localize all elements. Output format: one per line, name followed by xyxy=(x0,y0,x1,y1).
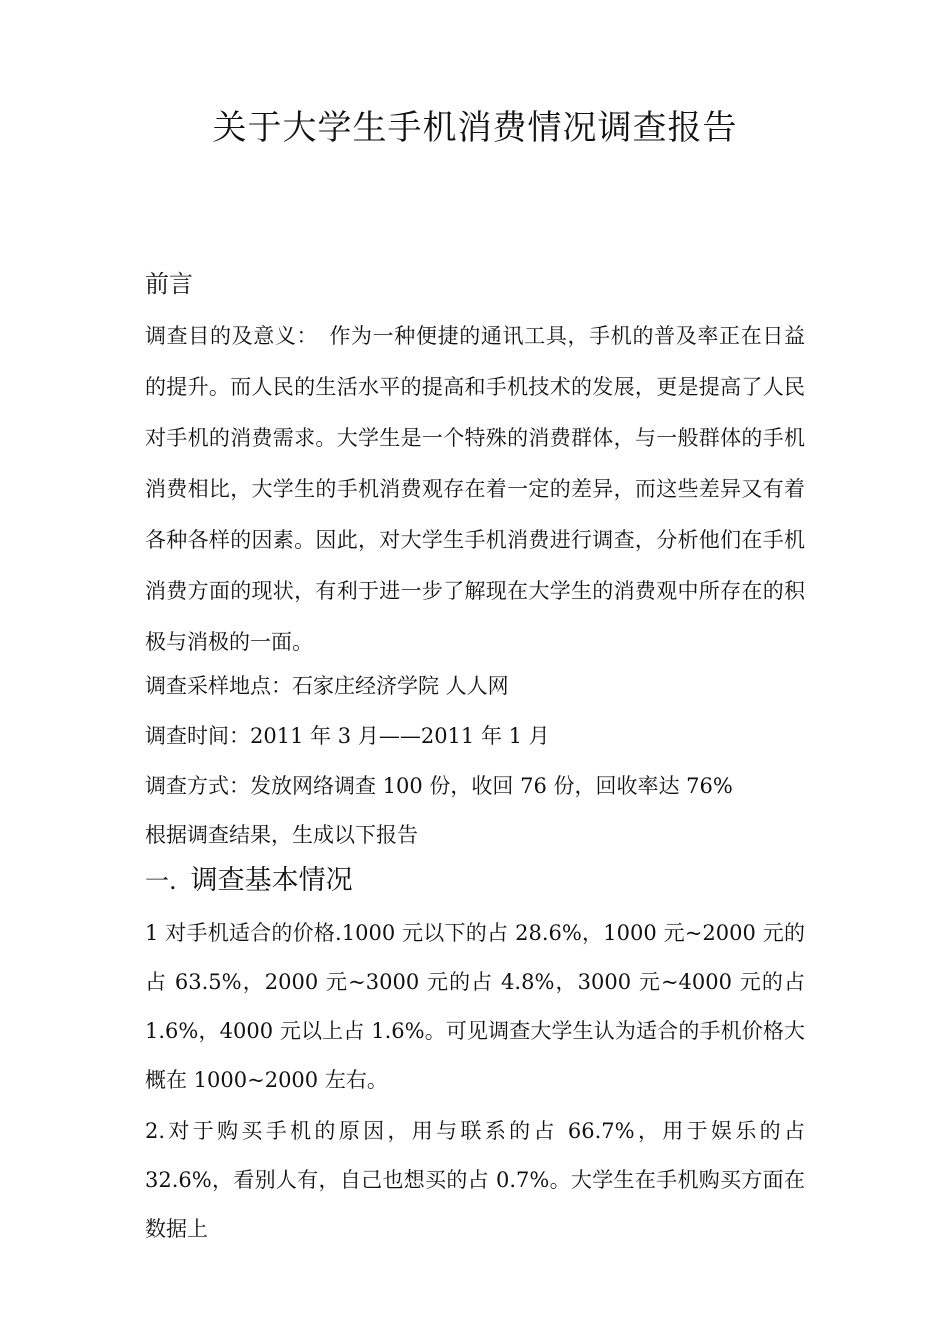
finding-item-purchase-reason: 2.对于购买手机的原因，用与联系的占 66.7%，用于娱乐的占 32.6%，看别人有，自己也想买的占 0.7%。大学生在手机购买方面在数据上 xyxy=(145,1119,805,1241)
section-number: 一. xyxy=(145,867,177,895)
section-heading-basic-situation xyxy=(145,858,353,897)
section-title: 调查基本情况 xyxy=(190,865,353,896)
survey-time-line: 调查时间：2011 年 3 月——2011 年 1 月 xyxy=(145,724,550,748)
preface-heading: 前言 xyxy=(145,270,193,298)
document-title: 关于大学生手机消费情况调查报告 xyxy=(212,108,738,148)
purpose-paragraph: 调查目的及意义： 作为一种便捷的通讯工具，手机的普及率正在日益的提升。而人民的生活水平的提高和手机技术的发展，更是提高了人民对手机的消费需求。大学生是一个特殊的消费群体，与一般群体的手机消费相比，大学生的手机消费观存在着一定的差异，而这些差异又有着各种各样的因素。因此，对大学生手机消费进行调查，分析他们在手机消费方面的现状，有利于进一步了解现在大学生的消费观中所存在的积极与消极的一面。 xyxy=(145,324,805,654)
finding-item-price: 1 对手机适合的价格.1000 元以下的占 28.6%，1000 元~2000 元的占 63.5%，2000 元~3000 元的占 4.8%，3000 元~4000 元的占 1.6%，4000 元以上占 1.6%。可见调查大学生认为适合的手机价格大概在 1000~2000 左右。 xyxy=(145,921,805,1092)
survey-method-line: 调查方式：发放网络调查 100 份，收回 76 份，回收率达 76% xyxy=(145,774,733,798)
survey-result-line: 根据调查结果，生成以下报告 xyxy=(145,823,418,847)
survey-location-line: 调查采样地点：石家庄经济学院 人人网 xyxy=(145,674,509,698)
